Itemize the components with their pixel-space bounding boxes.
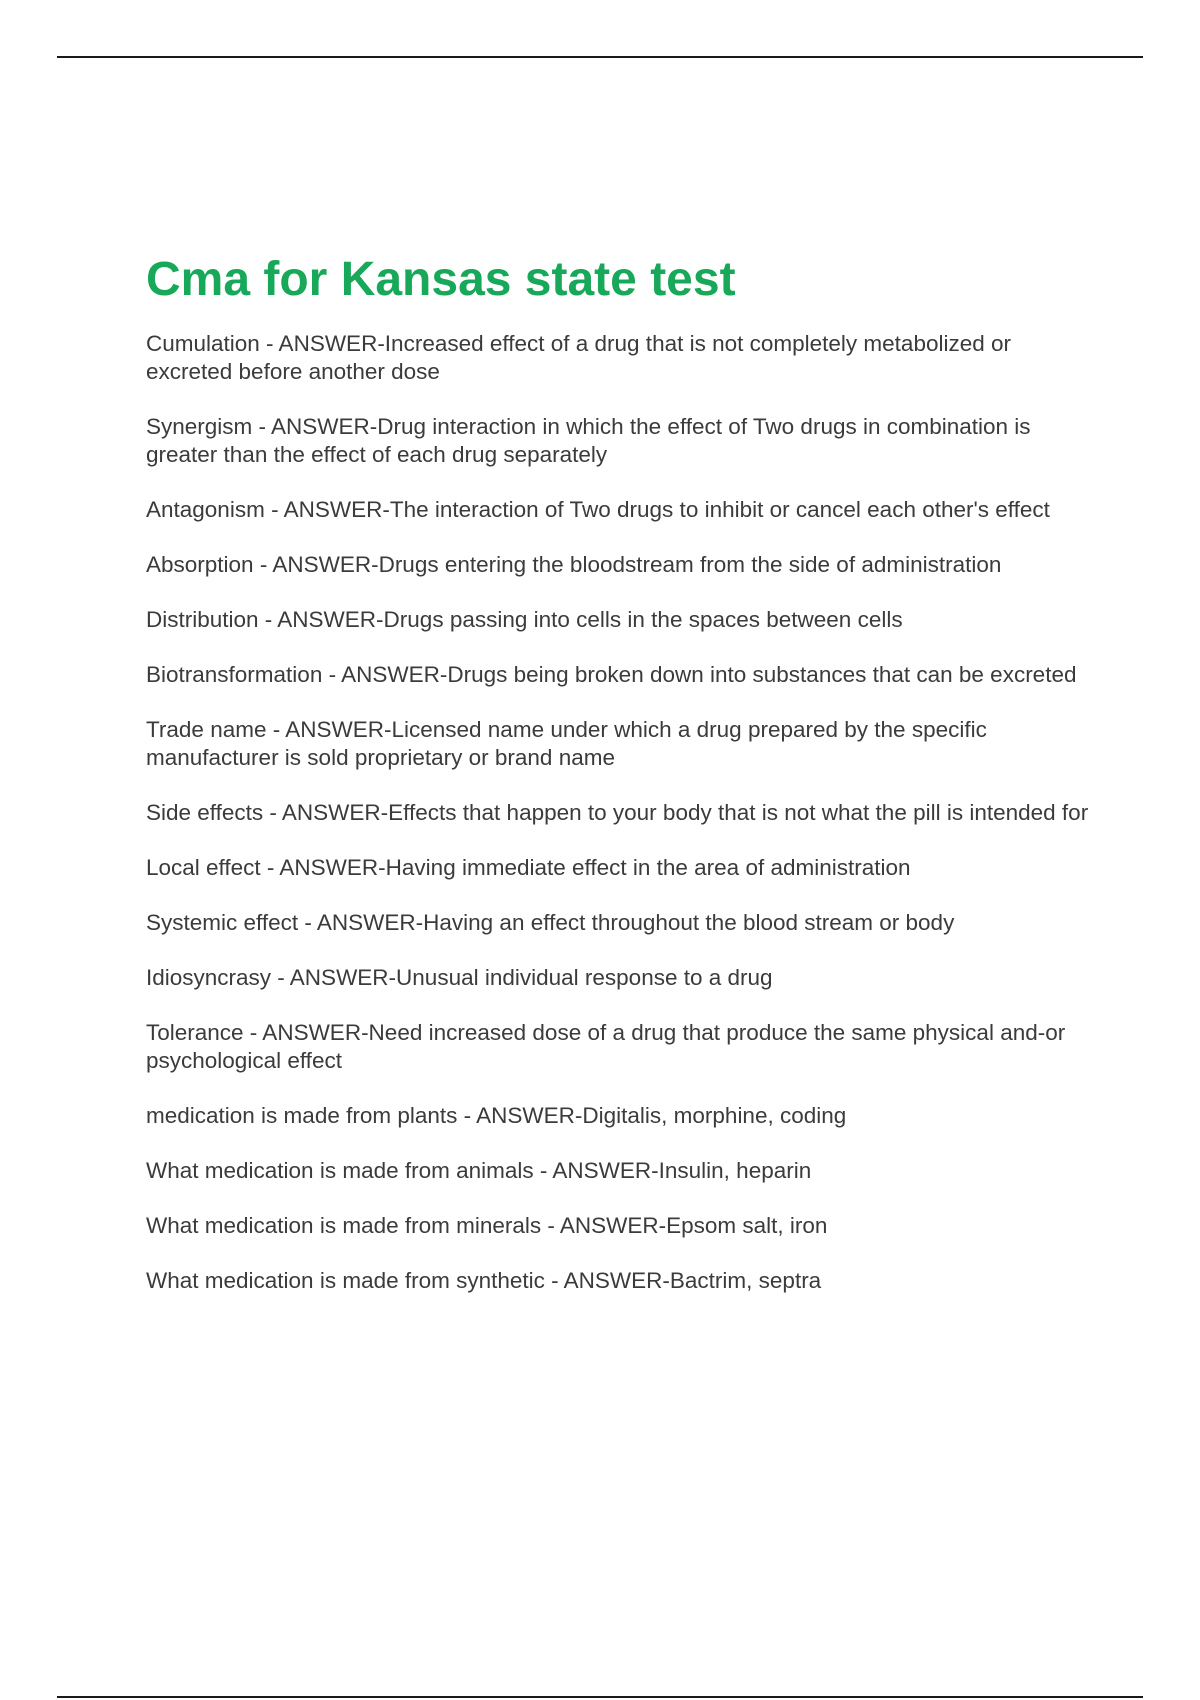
entry-item: What medication is made from minerals - ANSWER-Epsom salt, iron bbox=[146, 1213, 828, 1238]
entry-item: Systemic effect - ANSWER-Having an effect throughout the blood stream or body bbox=[146, 910, 955, 935]
entry-item: Antagonism - ANSWER-The interaction of Two drugs to inhibit or cancel each other's effect bbox=[146, 497, 1050, 522]
entry-item: Biotransformation - ANSWER-Drugs being broken down into substances that can be excreted bbox=[146, 662, 1077, 687]
entry-item: Distribution - ANSWER-Drugs passing into cells in the spaces between cells bbox=[146, 607, 903, 632]
document-title: Cma for Kansas state test bbox=[146, 253, 736, 306]
footer-rule bbox=[57, 1696, 1143, 1698]
entry-item: medication is made from plants - ANSWER-Digitalis, morphine, coding bbox=[146, 1103, 847, 1128]
entry-item: Local effect - ANSWER-Having immediate effect in the area of administration bbox=[146, 855, 911, 880]
header-rule bbox=[57, 56, 1143, 58]
entry-item: Side effects - ANSWER-Effects that happen to your body that is not what the pill is intended for bbox=[146, 800, 1089, 825]
entry-item: Absorption - ANSWER-Drugs entering the bloodstream from the side of administration bbox=[146, 552, 1002, 577]
entry-item: What medication is made from animals - ANSWER-Insulin, heparin bbox=[146, 1158, 812, 1183]
entry-item: What medication is made from synthetic - ANSWER-Bactrim, septra bbox=[146, 1268, 822, 1293]
document-body bbox=[146, 252, 1096, 1322]
entry-item: Idiosyncrasy - ANSWER-Unusual individual response to a drug bbox=[146, 965, 773, 990]
entry-list bbox=[146, 330, 1096, 1295]
entry-item: Synergism - ANSWER-Drug interaction in which the effect of Two drugs in combination is greater than the effect of each drug separately bbox=[146, 414, 1031, 467]
entry-item: Trade name - ANSWER-Licensed name under which a drug prepared by the specific manufacturer is sold proprietary or brand name bbox=[146, 717, 987, 770]
entry-item: Tolerance - ANSWER-Need increased dose of a drug that produce the same physical and-or psychological effect bbox=[146, 1020, 1066, 1073]
entry-item: Cumulation - ANSWER-Increased effect of a drug that is not completely metabolized or excreted before another dose bbox=[146, 331, 1011, 384]
